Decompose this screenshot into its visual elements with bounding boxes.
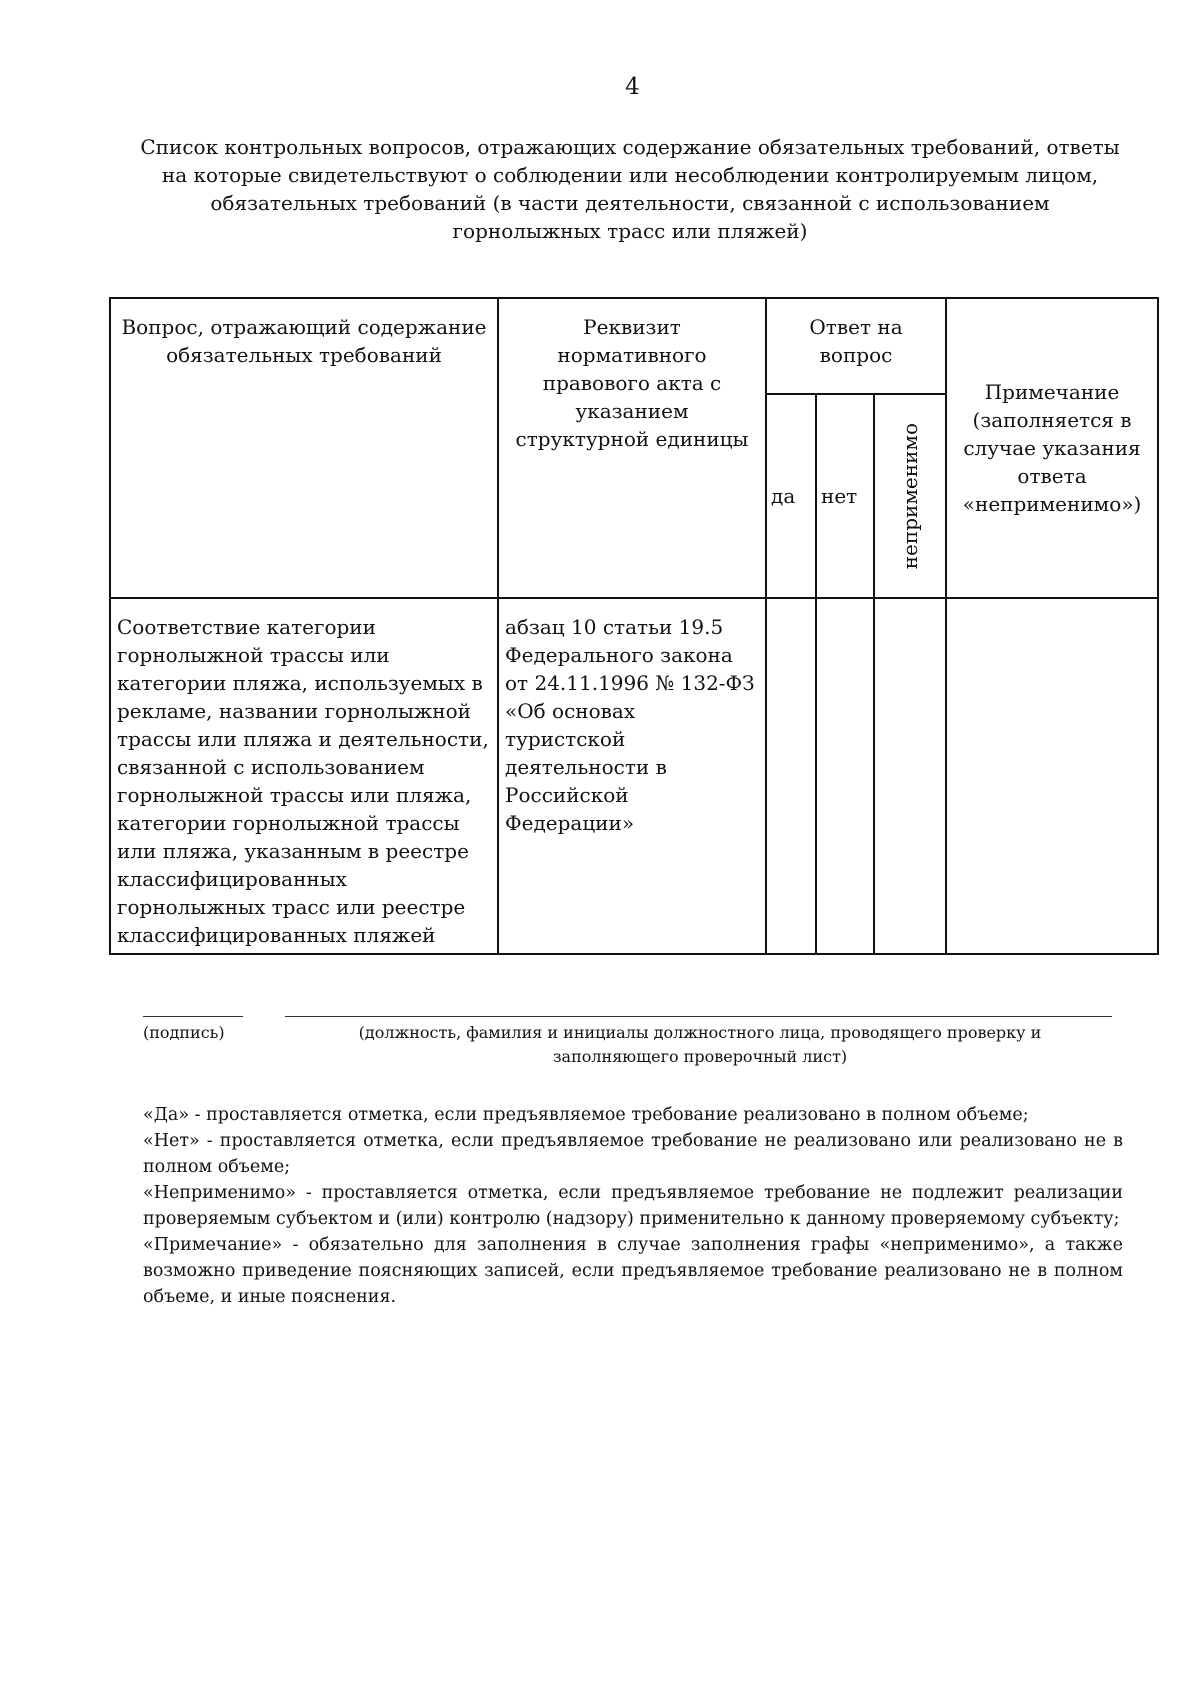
document-title (120, 133, 1140, 245)
checklist-table (109, 297, 1159, 955)
page-number: 4 (625, 74, 640, 100)
cell-note[interactable] (946, 598, 1158, 954)
title-line: обязательных требований (в части деятельности, связанной с использованием (210, 191, 1050, 215)
cell-yes[interactable] (766, 598, 816, 954)
note-no: «Нет» - проставляется отметка, если предъявляемое требование не реализовано или реализовано не в полном объеме; (143, 1131, 1123, 1177)
official-name-line[interactable] (285, 1016, 1112, 1017)
official-label: (должность, фамилия и инициалы должностного лица, проводящего проверку и заполняющего проверочный лист) (358, 1023, 1042, 1066)
header-no: нет (816, 394, 874, 598)
cell-question: Соответствие категории горнолыжной трассы или категории пляжа, используемых в рекламе, названии горнолыжной трассы или пляжа и деятельности, связанной с использованием горнолыжной трассы или пляжа, категории горнолыжной трассы или пляжа, указанным в реестре классифицированных горнолыжных трасс или реестре классифицированных пляжей (110, 598, 498, 954)
note-yes: «Да» - проставляется отметка, если предъявляемое требование реализовано в полном объеме; (143, 1105, 1029, 1125)
table-row (110, 598, 1158, 954)
cell-no[interactable] (816, 598, 874, 954)
title-line: на которые свидетельствуют о соблюдении или несоблюдении контролируемым лицом, (161, 163, 1099, 187)
note-remark: «Примечание» - обязательно для заполнения в случае заполнения графы «неприменимо», а также возможно приведение поясняющих записей, если предъявляемое требование реализовано не в полном объеме, и иные пояснения. (143, 1235, 1123, 1307)
cell-not-applicable[interactable] (874, 598, 946, 954)
header-requisite: Реквизит нормативного правового акта с указанием структурной единицы (498, 298, 766, 598)
title-line: Список контрольных вопросов, отражающих содержание обязательных требований, ответы (140, 135, 1120, 159)
signature-label: (подпись) (143, 1023, 225, 1042)
header-yes: да (766, 394, 816, 598)
title-line: горнолыжных трасс или пляжей) (452, 219, 808, 243)
header-answer: Ответ на вопрос (766, 298, 946, 394)
signature-line[interactable] (143, 1016, 243, 1017)
note-not-applicable: «Неприменимо» - проставляется отметка, если предъявляемое требование не подлежит реализации проверяемым субъектом и (или) контролю (надзору) применительно к данному проверяемому субъекту; (143, 1183, 1123, 1229)
header-not-applicable: неприменимо (874, 394, 946, 598)
header-note: Примечание (заполняется в случае указания ответа «неприменимо») (946, 298, 1158, 598)
cell-requisite: абзац 10 статьи 19.5 Федерального закона от 24.11.1996 № 132-ФЗ «Об основах туристской деятельности в Российской Федерации» (498, 598, 766, 954)
header-question: Вопрос, отражающий содержание обязательных требований (110, 298, 498, 598)
legend-notes (143, 1102, 1123, 1310)
